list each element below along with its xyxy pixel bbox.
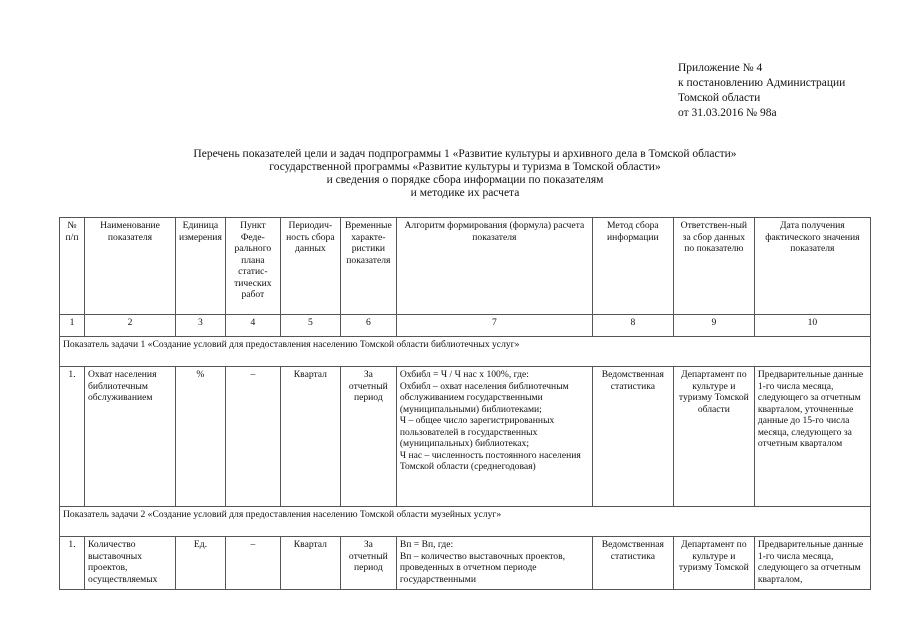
colnum-cell: 9 <box>673 315 754 337</box>
header-time-char: Временные характе-ристики показателя <box>340 218 396 315</box>
appendix-line-3: Томской области <box>678 92 761 104</box>
task-2-row <box>60 507 871 537</box>
title-line-1: Перечень показателей цели и задач подпрограммы 1 «Развитие культуры и архивного дела в Томской области» <box>193 148 737 160</box>
header-date: Дата получения фактического значения показателя <box>754 218 870 315</box>
colnum-cell: 2 <box>85 315 176 337</box>
header-fed-plan: Пункт Феде-рального плана статис-тических работ <box>225 218 280 315</box>
header-algorithm: Алгоритм формирования (формула) расчета показателя <box>396 218 592 315</box>
row1-name: Охват населения библиотечным обслуживанием <box>85 367 176 507</box>
table-header-row <box>60 218 871 315</box>
task-2-title: Показатель задачи 2 «Создание условий для предоставления населению Томской области музейных услуг» <box>60 507 871 537</box>
row1-time-char: За отчетный период <box>340 367 396 507</box>
row2-unit: Ед. <box>176 537 226 590</box>
title-line-4: и методике их расчета <box>410 187 520 199</box>
row2-fed-plan: – <box>225 537 280 590</box>
title-line-2: государственной программы «Развитие культуры и туризма в Томской области» <box>269 161 661 173</box>
colnum-cell: 10 <box>754 315 870 337</box>
header-responsible: Ответствен-ный за сбор данных по показателю <box>673 218 754 315</box>
colnum-cell: 6 <box>340 315 396 337</box>
colnum-cell: 5 <box>280 315 340 337</box>
document-title <box>60 148 870 200</box>
row2-periodicity: Квартал <box>280 537 340 590</box>
row1-unit: % <box>176 367 226 507</box>
indicators-table <box>59 217 871 590</box>
row2-date: Предварительные данные 1-го числа месяца, следующего за отчетным кварталом, <box>754 537 870 590</box>
table-row <box>60 367 871 507</box>
header-num: № п/п <box>60 218 85 315</box>
row1-periodicity: Квартал <box>280 367 340 507</box>
appendix-line-1: Приложение № 4 <box>678 62 763 74</box>
header-method: Метод сбора информации <box>592 218 673 315</box>
task-1-title: Показатель задачи 1 «Создание условий для предоставления населению Томской области библиотечных услуг» <box>60 337 871 367</box>
column-number-row <box>60 315 871 337</box>
row2-responsible: Департамент по культуре и туризму Томской <box>673 537 754 590</box>
appendix-line-2: к постановлению Администрации <box>678 77 846 89</box>
row1-date: Предварительные данные 1-го числа месяца, следующего за отчетным кварталом, уточненные данные до 15-го числа месяца, следующего за отчетным кварталом <box>754 367 870 507</box>
task-1-row <box>60 337 871 367</box>
table-row <box>60 537 871 590</box>
row2-method: Ведомственная статистика <box>592 537 673 590</box>
row2-algorithm: Вп = Вп, где: Вп – количество выставочных проектов, проведенных в отчетном периоде государственными <box>396 537 592 590</box>
appendix-block <box>678 61 845 121</box>
header-periodicity: Периодич-ность сбора данных <box>280 218 340 315</box>
title-line-3: и сведения о порядке сбора информации по показателям <box>326 174 604 186</box>
colnum-cell: 7 <box>396 315 592 337</box>
colnum-cell: 3 <box>176 315 226 337</box>
row2-time-char: За отчетный период <box>340 537 396 590</box>
appendix-line-4: от 31.03.2016 № 98а <box>678 107 777 119</box>
row2-num: 1. <box>60 537 85 590</box>
row1-responsible: Департамент по культуре и туризму Томской области <box>673 367 754 507</box>
header-unit: Единица измерения <box>176 218 226 315</box>
colnum-cell: 4 <box>225 315 280 337</box>
colnum-cell: 8 <box>592 315 673 337</box>
row2-name: Количество выставочных проектов, осуществляемых <box>85 537 176 590</box>
row1-algorithm: Oхбибл = Ч / Ч нас х 100%, где: Oхбибл – охват населения библиотечным обслуживанием государственными (муниципальными) библиотеками; Ч – общее число зарегистрированных пользователей в государственных (муниципальных) библиотеках; Ч нас – численность постоянного населения Томской области (среднегодовая) <box>396 367 592 507</box>
row1-fed-plan: – <box>225 367 280 507</box>
colnum-cell: 1 <box>60 315 85 337</box>
row1-num: 1. <box>60 367 85 507</box>
row1-method: Ведомственная статистика <box>592 367 673 507</box>
header-name: Наименование показателя <box>85 218 176 315</box>
